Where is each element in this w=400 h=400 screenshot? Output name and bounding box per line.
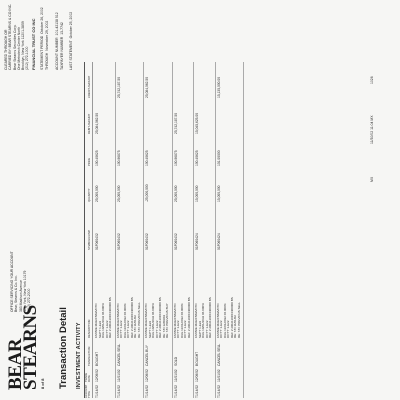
account-number-value: 101-42138 512 (54, 12, 59, 36)
cell-description-line: DUE 11/01/2032 06.000% (179, 303, 184, 338)
col-header-debit: DEBIT AMOUNT (88, 113, 91, 134)
cell-description-line: OCT'T 1-E22 (126, 320, 130, 338)
col-header-description: DESCRIPTION (88, 319, 91, 338)
cell-quantity: -25,000,000 (145, 184, 149, 202)
cell-quantity: 15,000,000 (216, 185, 221, 202)
through-value: November 29, 2002 (45, 20, 50, 51)
cell-description-line: REF # 2002110F04400000 BS (229, 297, 234, 338)
cell-price: 100.96875 (116, 150, 121, 166)
last-statement-value: October 25, 2002 (69, 11, 74, 39)
account-name: FINANCIAL TRUST CO INC (30, 18, 36, 70)
cell-debit: 15,045,625.00 (195, 112, 199, 134)
cell-price: 100.96875 (173, 150, 178, 166)
col-header-credit: CREDIT AMOUNT (88, 75, 91, 98)
col-header-symbol: SYMBOL/CUSIP (88, 229, 91, 250)
cell-trade-date: 11/01/02 (173, 369, 178, 382)
last-statement-label: LAST STATEMENT (69, 40, 74, 70)
cell-transaction: CANCEL BUY (145, 345, 149, 366)
cell-description-line: FANNIE MAE/FNMA/DTD (115, 303, 120, 338)
cell-description-line: OCT'T 1-E22 (104, 320, 109, 338)
cell-description-line: RE: T/D 12/09/02 (161, 314, 166, 338)
cell-quantity: 25,000,000 (95, 185, 99, 202)
logo-line-2: STEARNS (20, 305, 41, 390)
cell-symbol: 01F060424 (216, 233, 221, 250)
cell-description-line: RE: T/D 11/01/02 (233, 315, 237, 338)
page-number: 8 of 8 (40, 378, 45, 389)
cell-account-type: T1/14/02 (173, 384, 178, 398)
cell-trade-date: 11/01/02 (216, 369, 221, 382)
cell-description-line: SEP'T 1-E22 (97, 320, 102, 338)
clearing-line: Bear Stearns Securities Corp. (12, 24, 17, 70)
statement-period-label: STATEMENT PERIOD (40, 35, 44, 70)
cell-description-line: OCT'T 1-E22 (183, 320, 187, 338)
cell-account-type: T1/14/02 (145, 384, 149, 398)
cell-symbol: 01F060432 (116, 233, 121, 250)
office-address (10, 251, 31, 312)
cell-description-line: OCT'T 1-E22 (176, 320, 180, 338)
document-title: Transaction Detail (58, 307, 69, 389)
cell-account-type: T1/14/02 (195, 384, 199, 398)
statement-period-value: October 26, 2002 (40, 7, 44, 34)
cell-description-line: FANNIE MAE/FNMA/DTD (194, 303, 198, 338)
cell-price: 100.40625 (145, 150, 149, 166)
cell-description-line: REF # 2002110F04400000 BS (208, 297, 212, 338)
cell-account-type: T1/14/02 (95, 384, 99, 398)
cell-symbol: 01F060424 (195, 233, 199, 250)
col-header-quantity: QUANTITY (88, 188, 91, 202)
cell-description-line: SEP'T 1-E22 (197, 320, 202, 338)
bear-stearns-logo (5, 305, 41, 390)
clearing-line: Brooklyn, New York 11201-3859 (21, 21, 26, 70)
cell-description-line: OCT'T 1-E22 (204, 320, 209, 338)
cell-price: 100.40625 (195, 150, 199, 166)
cell-description-line: RE: T/D: PREVIOUS BUY (165, 303, 169, 338)
cell-debit: 25,742,187.50 (173, 112, 178, 134)
office-line: Bear, Stearns & Co. Inc. (14, 275, 19, 312)
col-header-price: PRICE (88, 157, 91, 166)
cell-description-line: OCT'T 1-E22 (154, 320, 159, 338)
footer-sequence: 1026 (370, 76, 374, 84)
cell-description-line: OCT'T 1-E22 (226, 320, 230, 338)
cell-transaction: CANCEL SELL (116, 343, 121, 366)
cell-trade-date: 12/09/02 (145, 369, 149, 382)
cell-account-type: T1/14/02 (216, 384, 221, 398)
cell-debit: 25,084,062.50 (95, 112, 99, 134)
cell-description-line: FANNIE MAE/FNMA/DTD (215, 303, 220, 338)
clearing-line: (212) 272-1000 (25, 46, 30, 70)
cell-transaction: BOUGHT (195, 351, 199, 366)
cell-description-line: DUE 11/01/2032 06.000% (222, 303, 227, 338)
cell-quantity: 15,000,000 (195, 185, 199, 202)
clearing-firm-address (4, 4, 37, 70)
taxpayer-number-value: 13-7742 (59, 22, 64, 35)
cell-symbol: 01F060432 (145, 233, 149, 250)
cell-transaction: BOUGHT (95, 351, 99, 366)
cell-description-line: REF # 2002110F04400000 BS (158, 297, 162, 338)
cell-account-type: T1/14/02 (116, 384, 121, 398)
cell-trade-date: 12/09/02 (195, 369, 199, 382)
cell-quantity: 25,000,000 (116, 185, 121, 202)
office-line: OFFICE SERVICING YOUR ACCOUNT (10, 251, 14, 312)
cell-symbol: 01F060432 (95, 233, 99, 250)
taxpayer-number-label: TAXPAYER NUMBER (59, 36, 64, 70)
cell-credit: 25,742,187.50 (116, 76, 121, 98)
cell-description-line: REF # 2002110F04400000 BS (108, 297, 112, 338)
cell-transaction: CANCEL SELL (216, 343, 221, 366)
section-title: INVESTMENT ACTIVITY (76, 322, 82, 389)
cell-symbol: 01F060432 (173, 233, 178, 250)
cell-description-line: REF # 2002110F04400000 BS (186, 297, 191, 338)
cell-description-line: DUE 11/01/2032 06.000% (122, 303, 127, 338)
cell-description-line: REF # 2002110F04400000 BS (129, 297, 134, 338)
cell-description-line: DUE 10/01/2032 06.000% (101, 303, 105, 338)
cell-description-line: FANNIE MAE/FNMA/DTD (94, 303, 98, 338)
cell-transaction: SOLD (173, 357, 178, 366)
col-header-trade-date: TRADE DATE (85, 372, 92, 382)
cell-description-line: OCT'T 1-E22 (219, 320, 223, 338)
cell-trade-date: 11/01/02 (116, 369, 121, 382)
cell-description-line: RE: T/D 11/01/02 (133, 315, 137, 338)
footer-left: MX (370, 176, 374, 182)
account-number-label: ACCOUNT NUMBER (54, 37, 59, 70)
cell-description-line: DUE 10/01/2032 06.000% (151, 303, 155, 338)
cell-description-line: RE: T/D: PREVIOUS SELL (136, 302, 141, 338)
office-line: New York, New York 10179 (22, 270, 27, 312)
through-label: THROUGH (45, 52, 50, 70)
cell-credit: 15,135,000.00 (216, 76, 221, 98)
cell-description-line: SEP'T 1-E22 (147, 320, 152, 338)
cell-description-line: OCT'T 1-E22 (119, 320, 123, 338)
cell-credit: 25,084,062.50 (145, 76, 149, 98)
office-line: (212) 272-2000 (27, 288, 32, 312)
cell-price: 100.40625 (95, 150, 99, 166)
header-top-rule (84, 62, 85, 398)
cell-description-line: RE: T/D: PREVIOUS SELL (236, 302, 241, 338)
statement-info (40, 7, 73, 70)
cell-description-line: DUE 10/01/2032 06.000% (201, 303, 205, 338)
cell-trade-date: 12/09/02 (95, 369, 99, 382)
logo-line-1: BEAR (5, 338, 26, 390)
clearing-line: CLEARED THROUGH OR (4, 29, 8, 70)
cell-description-line: FANNIE MAE/FNMA/DTD (172, 303, 177, 338)
clearing-line: One Metrotech Center North (16, 26, 21, 70)
col-header-account-type: ACCOUNT TYPE (85, 384, 92, 398)
cell-description-line: FANNIE MAE/FNMA/DTD (144, 303, 148, 338)
cell-quantity: 25,000,000 (173, 185, 178, 202)
office-line: 383 Madison Avenue (18, 280, 23, 312)
clearing-line: CARRIED BY: BEAR STEARNS & CO INC. (8, 3, 13, 70)
cell-price: 101.00000 (216, 150, 221, 166)
footer-timestamp: 11/30/02 11:04 MX (370, 115, 374, 144)
col-header-transaction: TRANSACTION (88, 346, 91, 366)
